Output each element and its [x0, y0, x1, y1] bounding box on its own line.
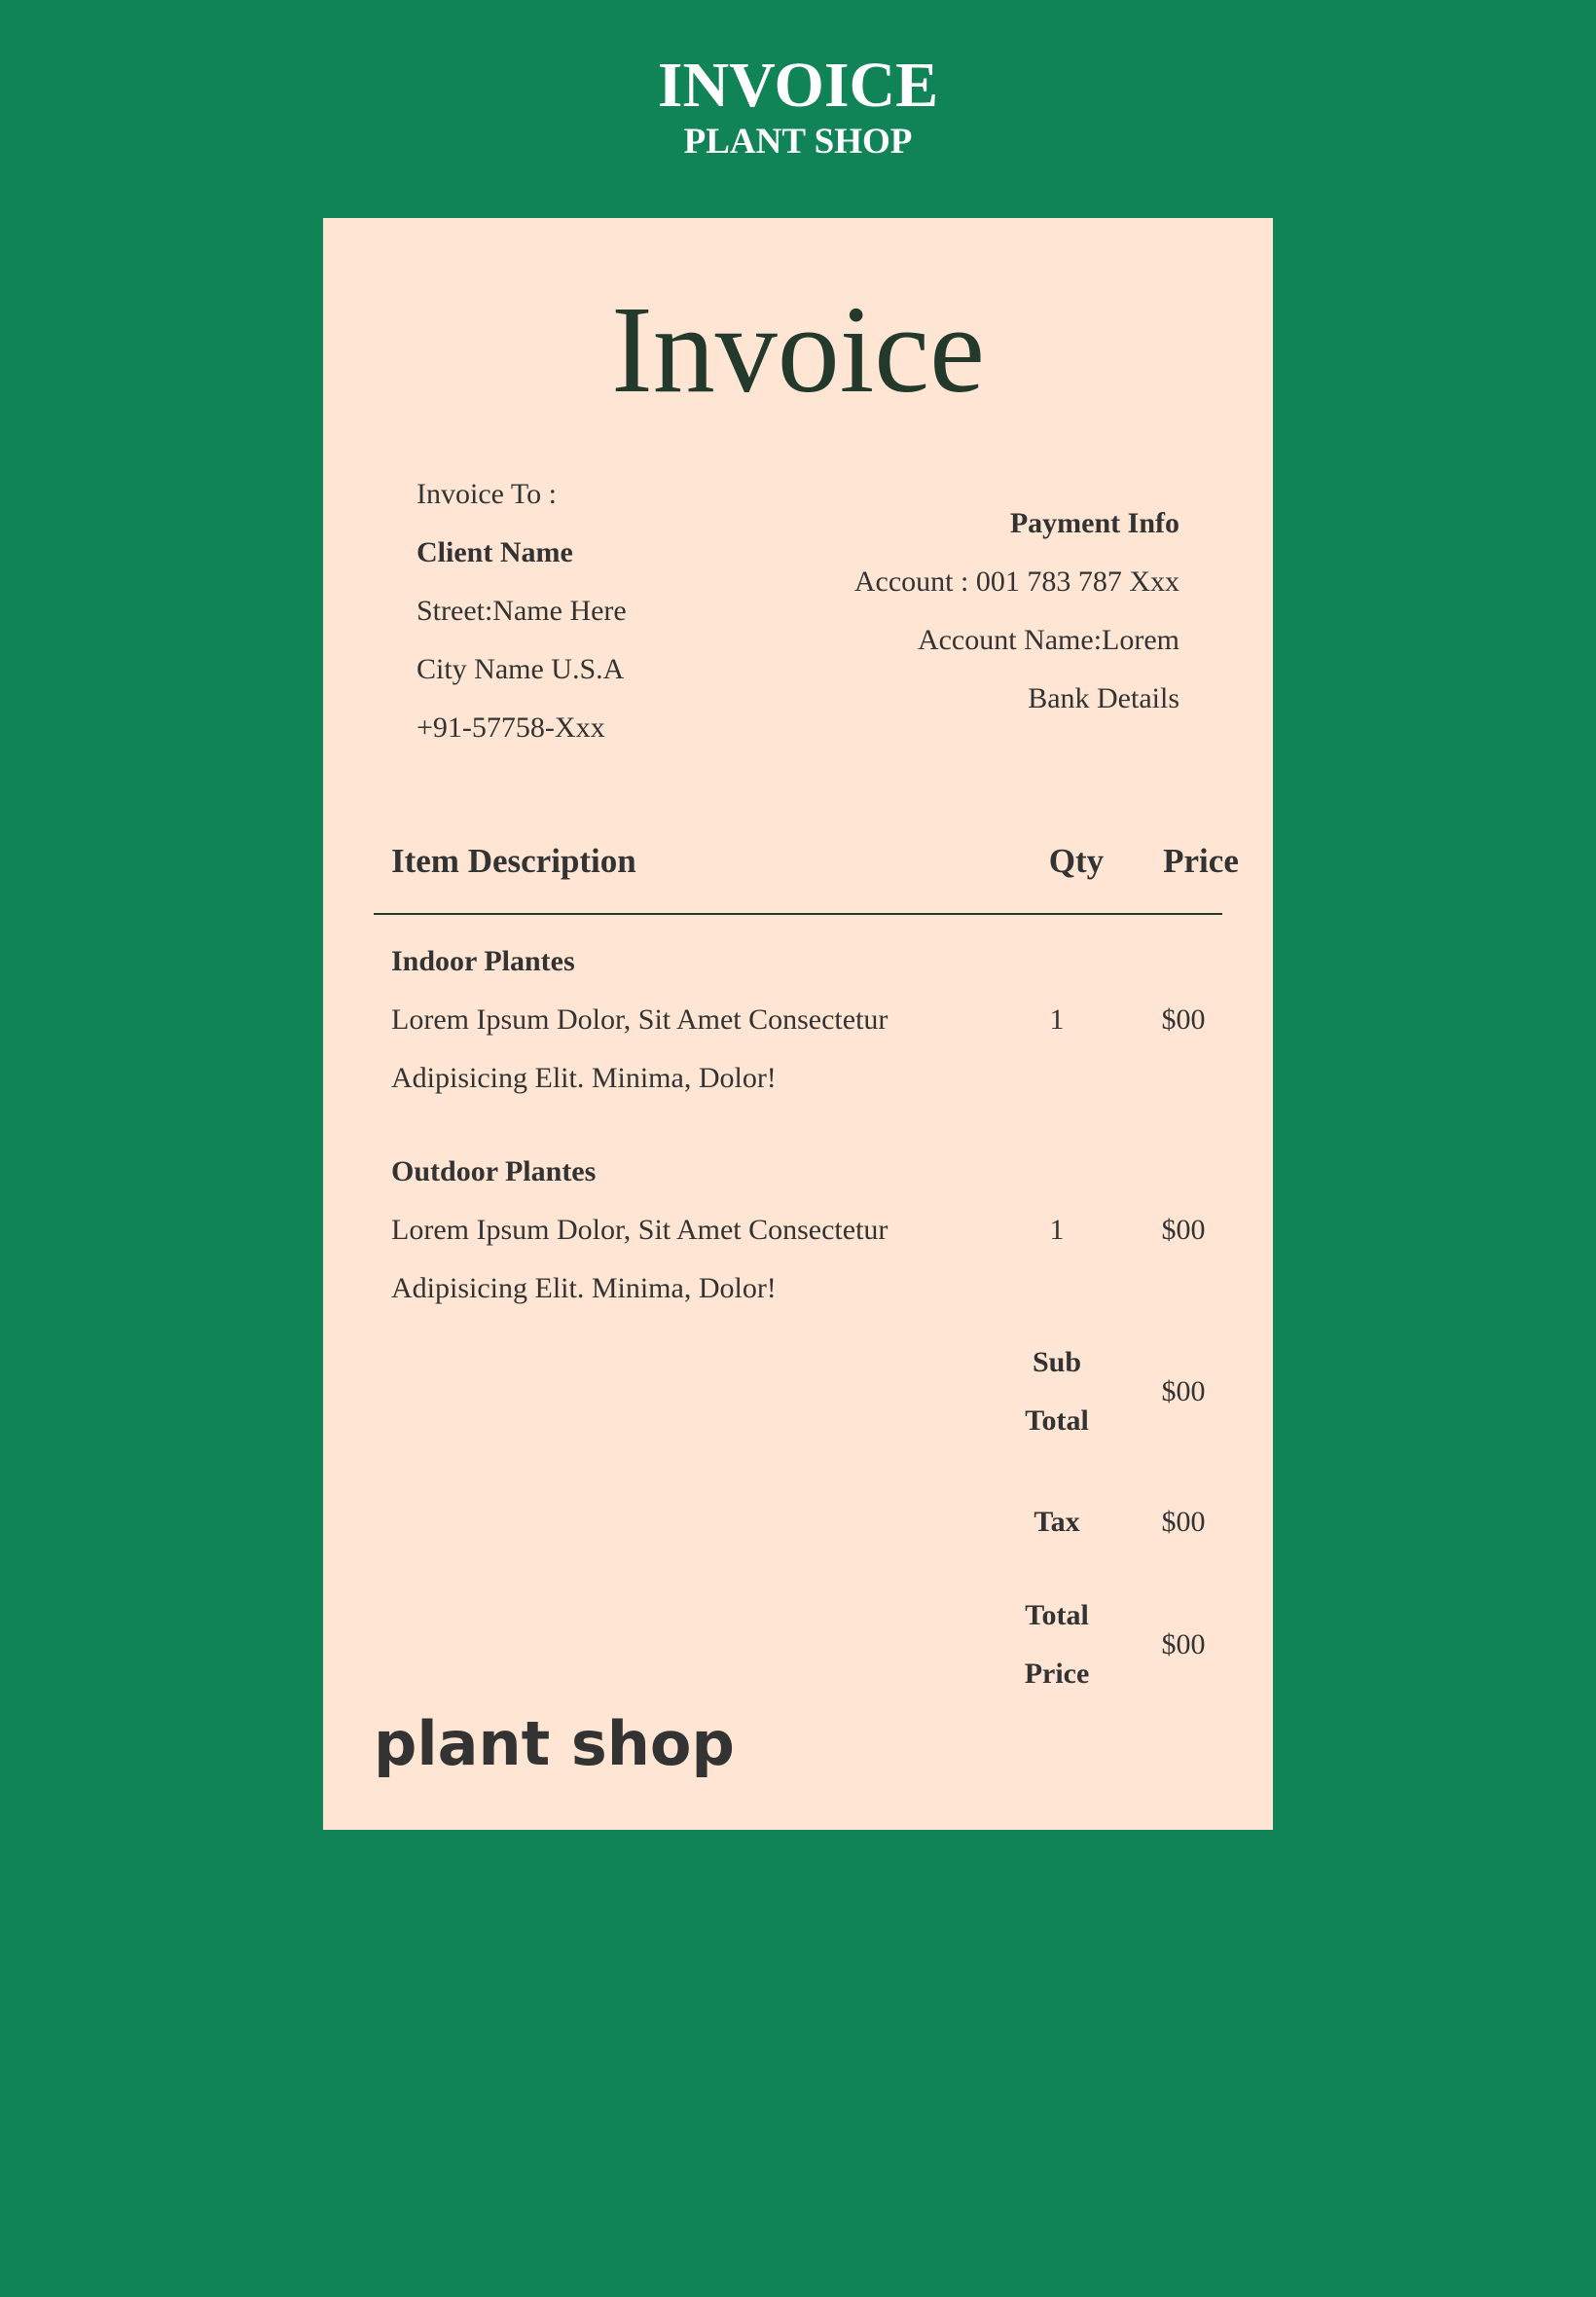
total-label-line1: Total — [1025, 1599, 1089, 1631]
item-description: Lorem Ipsum Dolor, Sit Amet Consectetur Adipisicing Elit. Minima, Dolor! — [391, 1003, 889, 1094]
client-street: Street:Name Here — [417, 595, 627, 627]
header-item-description: Item Description — [391, 842, 636, 880]
item-qty: 1 — [1049, 1214, 1065, 1246]
invoice-card — [323, 218, 1273, 1830]
item-price: $00 — [1161, 1003, 1206, 1036]
table-header — [374, 802, 1239, 915]
item-name: Outdoor Plantes — [391, 1155, 597, 1187]
client-phone: +91-57758-Xxx — [417, 711, 605, 744]
footer-brand: plant shop — [374, 1708, 735, 1779]
bill-to-block — [417, 465, 627, 757]
table-row — [374, 1125, 1222, 1335]
header-price: Price — [1163, 842, 1239, 880]
payment-info-block — [854, 494, 1179, 728]
tax-value: $00 — [1161, 1506, 1206, 1538]
items-table — [374, 802, 1239, 1335]
header-qty: Qty — [1048, 842, 1105, 880]
table-row — [374, 915, 1222, 1125]
page-header — [0, 51, 1596, 164]
subtotal-value: $00 — [1161, 1375, 1206, 1407]
payment-account-name: Account Name:Lorem — [917, 624, 1179, 656]
bill-to-label: Invoice To : — [417, 478, 557, 510]
item-price: $00 — [1161, 1214, 1206, 1246]
subtotal-label-line2: Total — [1025, 1404, 1089, 1437]
payment-bank-details: Bank Details — [1028, 682, 1179, 714]
subtotal-label-line1: Sub — [1032, 1346, 1082, 1378]
tax-label: Tax — [1034, 1506, 1080, 1538]
invoice-title: Invoice — [611, 280, 985, 419]
total-label-line2: Price — [1024, 1658, 1090, 1690]
client-name: Client Name — [417, 536, 573, 568]
page-title: INVOICE — [657, 50, 939, 121]
payment-account: Account : 001 783 787 Xxx — [853, 565, 1179, 598]
item-description: Lorem Ipsum Dolor, Sit Amet Consectetur Adipisicing Elit. Minima, Dolor! — [391, 1214, 889, 1304]
item-name: Indoor Plantes — [391, 945, 575, 977]
client-city: City Name U.S.A — [417, 653, 625, 685]
item-qty: 1 — [1049, 1003, 1065, 1036]
page-subtitle: PLANT SHOP — [683, 122, 913, 162]
total-value: $00 — [1161, 1628, 1206, 1660]
payment-info-heading: Payment Info — [1009, 507, 1179, 539]
